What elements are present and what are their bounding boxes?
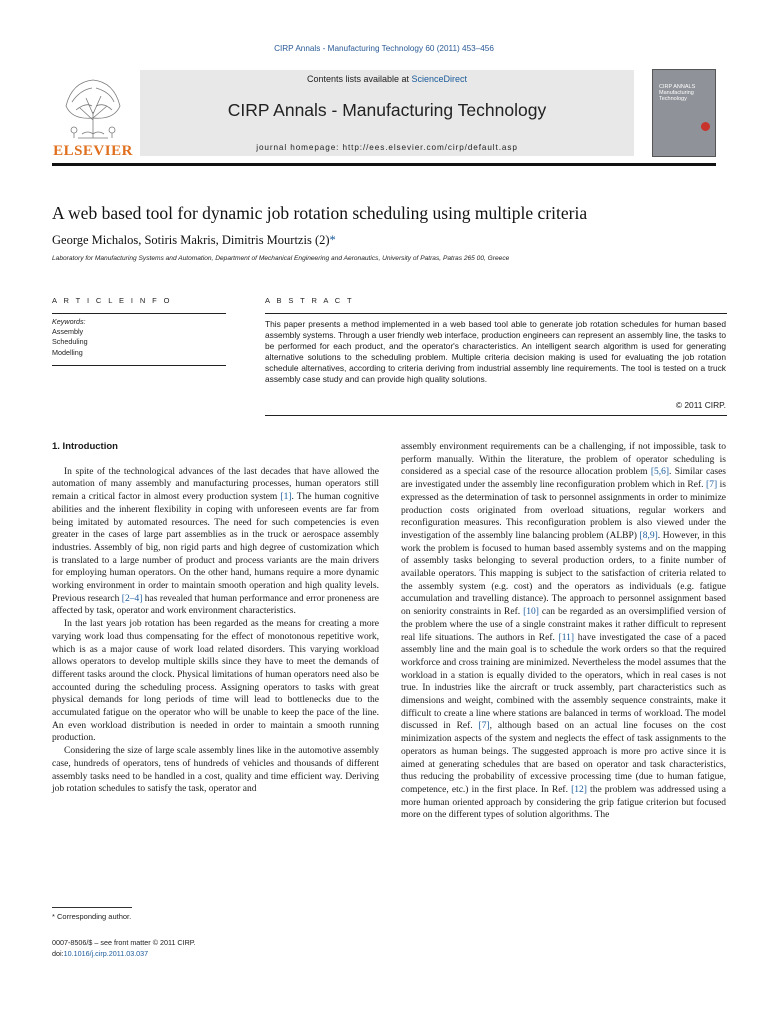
contents-prefix: Contents lists available at	[306, 74, 412, 84]
keywords-label: Keywords:	[52, 317, 86, 326]
article-authors	[52, 233, 336, 248]
issn-doi-block	[52, 937, 196, 959]
body-left-column	[52, 441, 379, 796]
citation-link[interactable]: [10]	[523, 607, 539, 618]
journal-cover-thumbnail[interactable]	[652, 69, 716, 157]
keyword-item: Modelling	[52, 347, 83, 357]
text-run: has revealed that human performance and error proneness are affected by task, operator and work environment characteristics.	[52, 593, 380, 617]
corresponding-author-mark[interactable]: *	[329, 233, 336, 247]
abstract-text: This paper presents a method implemented in a web based tool able to generate job rotation schedules for human based assembly systems. Through a user friendly web interface, production engineers can represent an assembly line, the tasks to be performed for each product, and the operator's characteristics. An intelligent search algorithm is used for generating alternative solutions to the scheduling problem. Multiple criteria decision making is used for evaluating the job rotation schedule alternatives, according to criteria deriving from industrial assembly line requirements. The tool is tested on a truck assembly case study and can provide high quality solutions.	[265, 319, 726, 385]
issn-line: 0007-8506/$ – see front matter © 2011 CIRP.	[52, 938, 196, 947]
cover-title: CIRP ANNALS Manufacturing Technology	[659, 84, 696, 102]
body-paragraph	[401, 441, 726, 822]
citation-link[interactable]: [5,6]	[650, 467, 670, 478]
header-rule	[52, 163, 716, 166]
text-run: is expressed as the determination of task to personnel assignments in order to minimize production costs originated from overload situations, regular workers and reconfiguration measures. This reconfiguration problem is also viewed under the investigation of the assembly line balancing problem (ALBP)	[401, 480, 726, 541]
journal-homepage[interactable]: journal homepage: http://ees.elsevier.com/cirp/default.asp	[256, 143, 518, 152]
text-run: In spite of the technological advances of the last decades that have allowed the automation of many assembly and manufacturing processes, human operators still remain a critical factor in almost every production system	[52, 466, 379, 503]
citation-link[interactable]: [2–4]	[121, 593, 143, 604]
journal-title: CIRP Annals - Manufacturing Technology	[227, 100, 547, 120]
body-paragraph	[52, 466, 379, 618]
keywords-block	[52, 317, 88, 358]
abstract-rule	[265, 313, 727, 314]
citation-link[interactable]: [7]	[478, 721, 490, 732]
author-names: George Michalos, Sotiris Makris, Dimitris Mourtzis (2)	[52, 233, 330, 247]
citation-link[interactable]: [8,9]	[639, 530, 658, 541]
footnote-rule	[52, 907, 132, 908]
contents-available-line	[140, 74, 634, 84]
doi-line	[52, 948, 196, 959]
text-run: , although based on an actual line focuses on the cost minimization aspects of the system and neglects the effect of task assignments to the operators as human beings. The suggested approach is more pro active since it is aimed at generating schedules that are based on operator and task characteristics, thus reducing the probability of excessive processing time (due to human fatigue, competence, etc.) in the first place. In Ref.	[401, 721, 726, 795]
abstract-label: A B S T R A C T	[265, 296, 354, 305]
text-run: . The human cognitive abilities and the inherent flexibility in coping with unforeseen events are far from being imitated by automated resources. The need for such competencies is even greater in the cases of large part assemblies as in the truck or aerospace assembly industries. Assembly of big, non rigid parts and high degree of customization which is translated to a large number of product and process variants are the main drivers for employing human operators. On the other hand, humans require a more dynamic working environment in order to maintain smooth operation and high quality levels. Previous research	[52, 492, 379, 604]
author-affiliation: Laboratory for Manufacturing Systems and Automation, Department of Mechanical Engineering and Aeronautics, University of Patras, Patras 265 00, Greece	[52, 255, 510, 262]
text-run: assembly environment requirements can be a challenging, if not impossible, task to perform manually. Within the literature, the problem of operator scheduling is considered as a special case of the resource allocation problem	[401, 442, 726, 478]
citation-link[interactable]: [7]	[706, 480, 718, 491]
sciencedirect-link[interactable]: ScienceDirect	[411, 74, 468, 84]
body-paragraph: In the last years job rotation has been regarded as the means for creating a more varying work load thus compensating for the effect of monotonous repetitive work, which is as a major cause of work load related disorders. This varying workload allows operators to develop multiple skills since they have to meet the demands of different tasks around the clock. Physical limitations of human operators need also be accounted during the scheduling process. Assigning operators to tasks with great physical demands for long periods of time will lead to bottlenecks due to the accumulated fatigue on the operator who will be unable to keep the pace of the line. An even workload distribution is needed in order to maintain a smooth running production.	[52, 619, 379, 744]
text-run: . Similar cases are investigated under the assembly line reconfiguration problem which in Ref.	[401, 467, 727, 491]
article-info-label: A R T I C L E I N F O	[52, 296, 172, 305]
abstract-copyright: © 2011 CIRP.	[675, 400, 726, 410]
article-title: A web based tool for dynamic job rotation scheduling using multiple criteria	[52, 203, 588, 223]
keywords-end-rule	[52, 365, 226, 366]
keyword-item: Assembly	[52, 327, 84, 337]
keyword-item: Scheduling	[52, 337, 88, 347]
journal-reference[interactable]: CIRP Annals - Manufacturing Technology 60 (2011) 453–456	[274, 44, 494, 53]
doi-prefix: doi:	[52, 949, 64, 958]
text-run: the problem was addressed using a more human oriented approach by considering the grip fatigue criterion but focused more on the different types of solution algorithms. The	[401, 784, 726, 821]
citation-link[interactable]: [11]	[558, 632, 575, 643]
citation-link[interactable]: [1]	[280, 492, 292, 503]
body-paragraph: Considering the size of large scale assembly lines like in the automotive assembly case, hundreds of operators, tens of hundreds of vehicles and thousands of different assembly tasks need to be handled in a cost, quality and time efficient way. Deriving job rotation schedules to satisfy the task, operator and	[52, 746, 379, 795]
doi-link[interactable]: 10.1016/j.cirp.2011.03.037	[63, 949, 149, 958]
section-heading-introduction: 1. Introduction	[52, 441, 118, 452]
text-run: can be regarded as an oversimplified version of the problem where the use of a single constraint makes it rather difficult to represent real life situations. The authors in Ref.	[401, 607, 726, 643]
text-run: have investigated the case of a paced assembly line and the main goal is to schedule the work orders so that the required workforce and cross training are minimized. Nevertheless the model assumes that the workload in a station is equally divided to the operators, which in real cases is not true. In industries like the aircraft or truck assembly, part characteristics such as dimensions and weight, combined with the assembly sequence constraints, make it difficult to create a line where stations are balanced in terms of workload. The model discussed in Ref.	[401, 632, 726, 732]
cover-emblem-icon	[701, 122, 710, 131]
elsevier-wordmark: ELSEVIER	[53, 143, 133, 159]
text-run: . However, in this work the problem is focused to human based assembly systems and on the mapping of assembly tasks belonging to several production orders, to a finite number of available operators. This mapping is subject to the satisfaction of criteria related to the assembly system (e.g. cost) and the operators as individuals (e.g. fatigue accumulation and travelling distance). The approach to personnel assignment based on seniority constraints in Ref.	[401, 530, 726, 618]
citation-link[interactable]: [12]	[571, 784, 587, 795]
article-info-rule	[52, 313, 226, 314]
body-right-column	[401, 441, 726, 822]
corresponding-author-footnote: * Corresponding author.	[52, 912, 132, 921]
abstract-end-rule	[265, 415, 727, 416]
